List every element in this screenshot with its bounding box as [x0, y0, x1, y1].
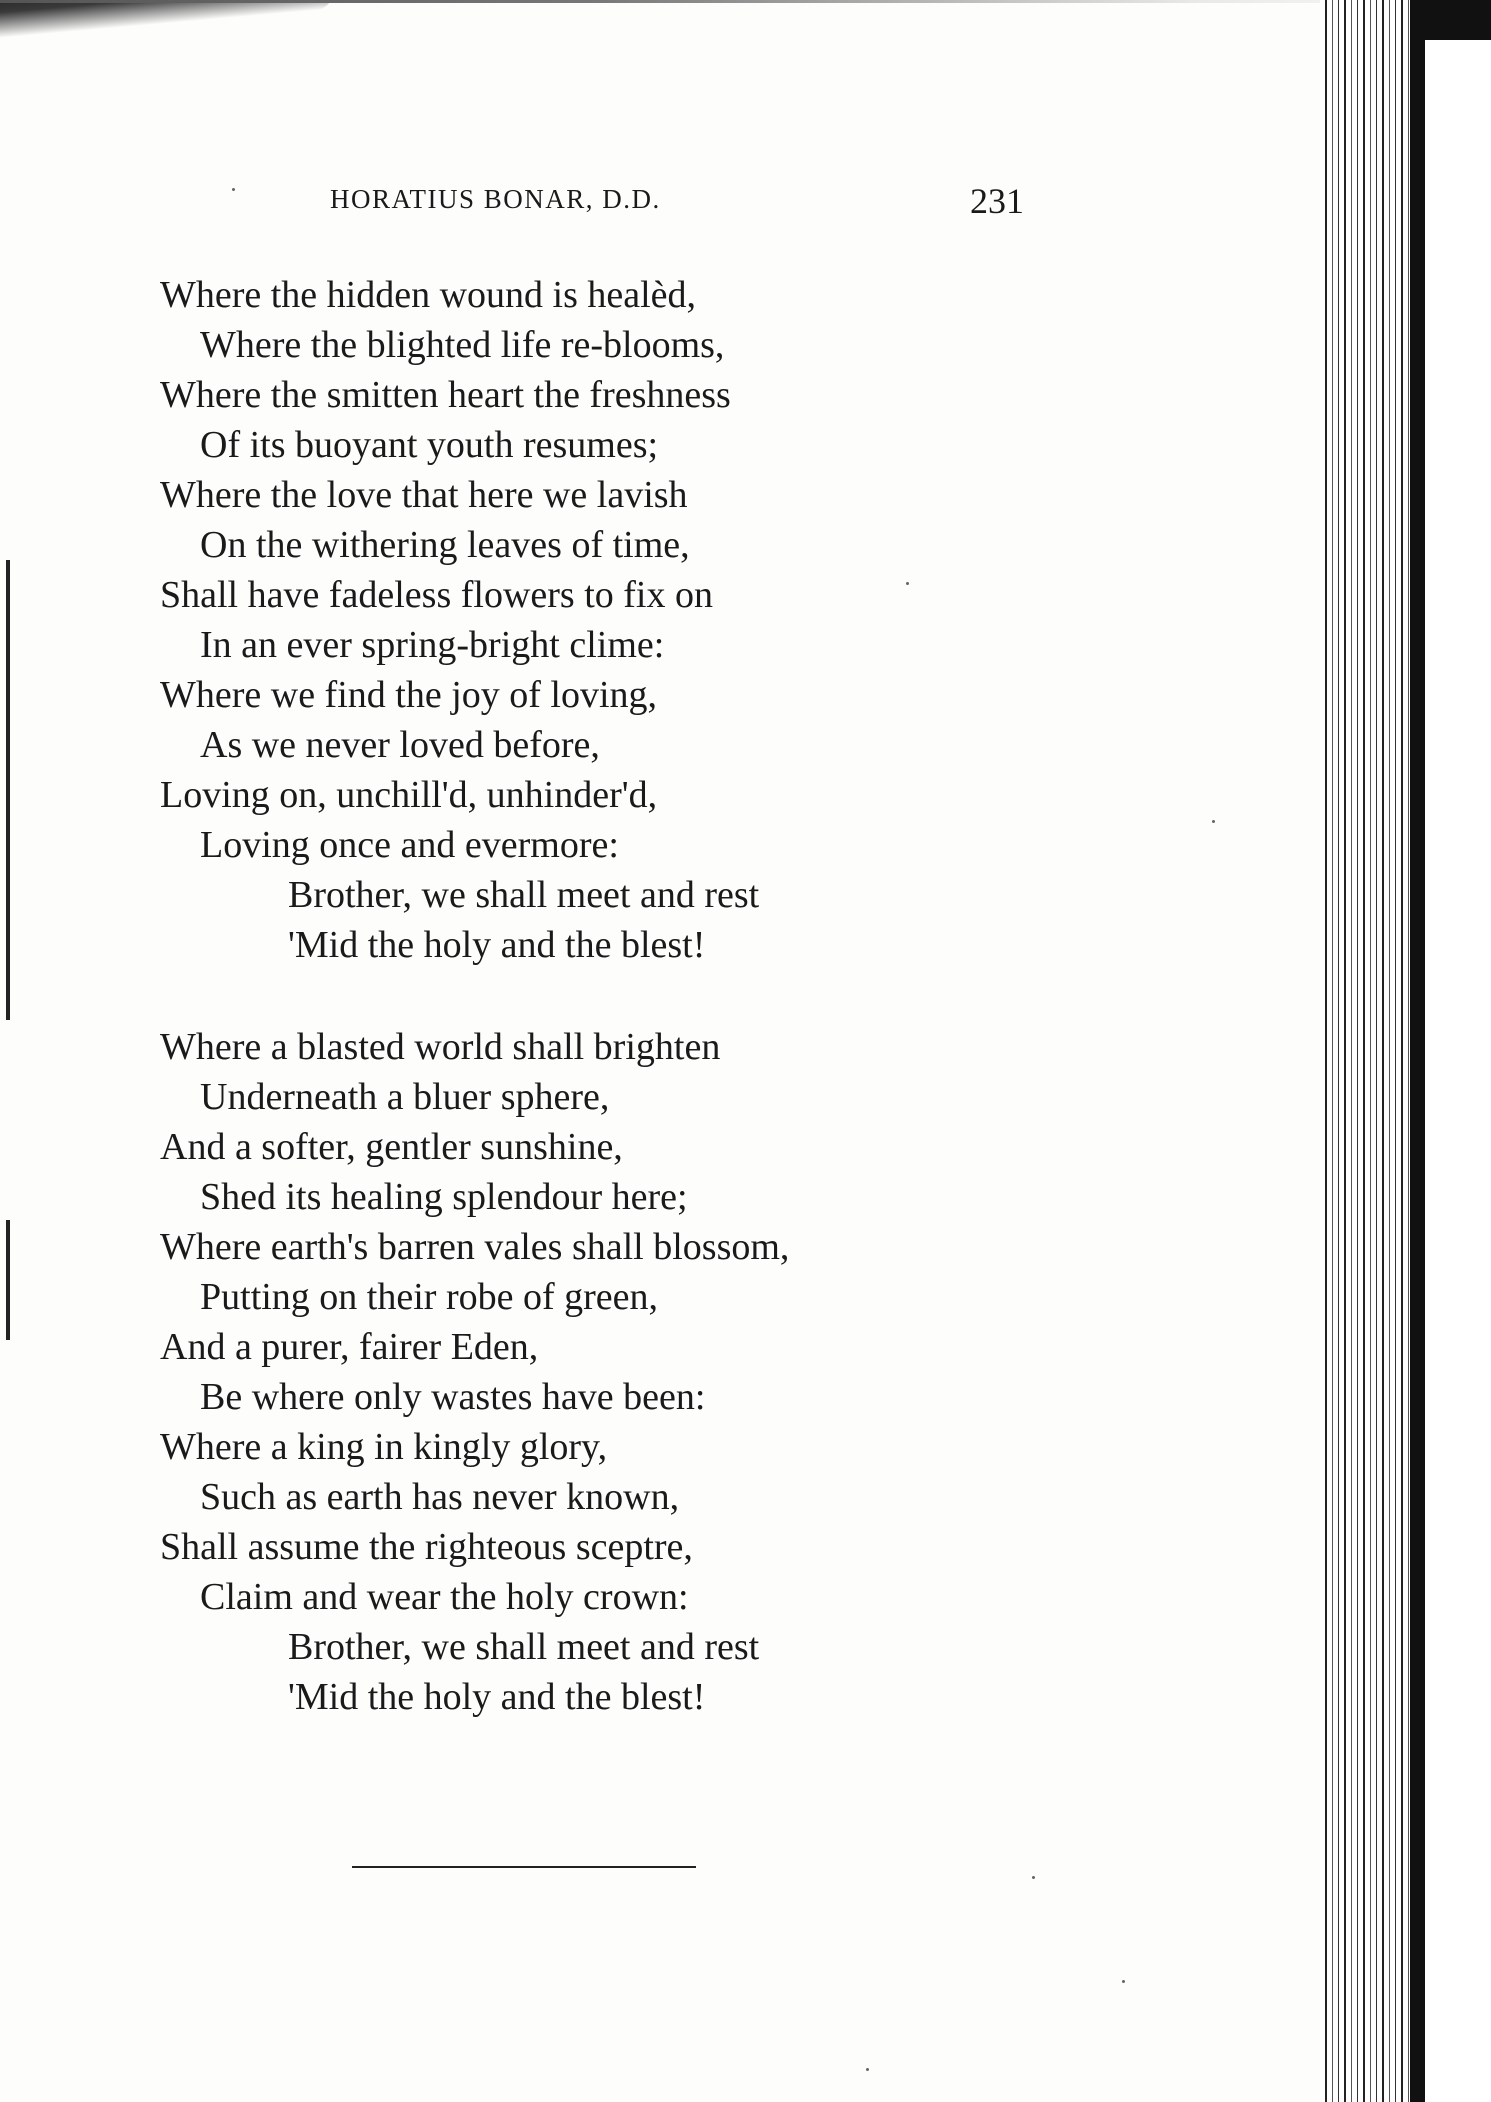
poem-line: Where earth's barren vales shall blossom, — [160, 1226, 790, 1268]
poem-line: Shall assume the righteous sceptre, — [160, 1526, 693, 1568]
page-number: 231 — [970, 181, 1024, 221]
poem-line: Such as earth has never known, — [200, 1476, 680, 1518]
poem-line: Putting on their robe of green, — [200, 1276, 659, 1318]
speck — [1122, 1980, 1125, 1983]
poem-line: Where a king in kingly glory, — [160, 1426, 608, 1468]
poem-line: 'Mid the holy and the blest! — [288, 924, 706, 966]
poem-line: Shed its healing splendour here; — [200, 1176, 688, 1218]
poem-line: 'Mid the holy and the blest! — [288, 1676, 706, 1718]
poem-line: Underneath a bluer sphere, — [200, 1076, 610, 1118]
top-edge — [0, 0, 1491, 3]
poem-line: Where the love that here we lavish — [160, 474, 688, 516]
poem-line: Shall have fadeless flowers to fix on — [160, 574, 713, 616]
speck — [1212, 820, 1215, 823]
poem-line: On the withering leaves of time, — [200, 524, 690, 566]
poem-line: Where the hidden wound is healèd, — [160, 274, 697, 316]
page-header — [160, 180, 1040, 228]
poem-line: And a purer, fairer Eden, — [160, 1326, 539, 1368]
poem-line: Claim and wear the holy crown: — [200, 1576, 689, 1618]
scan-smudge — [0, 0, 330, 40]
poem-line: And a softer, gentler sunshine, — [160, 1126, 623, 1168]
poem-line: Brother, we shall meet and rest — [288, 874, 760, 916]
poem-line: In an ever spring-bright clime: — [200, 624, 665, 666]
poem-line: Be where only wastes have been: — [200, 1376, 706, 1418]
running-head: HORATIUS BONAR, D.D. — [330, 184, 661, 214]
margin-mark — [6, 1220, 10, 1340]
book-spine-outer-page — [1422, 40, 1491, 2102]
poem-line: Where a blasted world shall brighten — [160, 1026, 721, 1068]
poem-line: Of its buoyant youth resumes; — [200, 424, 659, 466]
book-spine-dark-band — [1410, 0, 1422, 2102]
margin-mark — [6, 560, 10, 1020]
poem-line: Where the blighted life re-blooms, — [200, 324, 725, 366]
speck — [866, 2068, 869, 2071]
poem-line: As we never loved before, — [200, 724, 600, 766]
closing-rule — [352, 1866, 696, 1868]
stanza — [160, 270, 1060, 970]
book-spine-corner — [1420, 0, 1491, 40]
poem-line: Brother, we shall meet and rest — [288, 1626, 760, 1668]
poem-line: Where the smitten heart the freshness — [160, 374, 731, 416]
poem-line: Loving once and evermore: — [200, 824, 619, 866]
poem-line: Where we find the joy of loving, — [160, 674, 658, 716]
stanza — [160, 1022, 1060, 1722]
speck — [1032, 1876, 1035, 1879]
poem-line: Loving on, unchill'd, unhinder'd, — [160, 774, 658, 816]
